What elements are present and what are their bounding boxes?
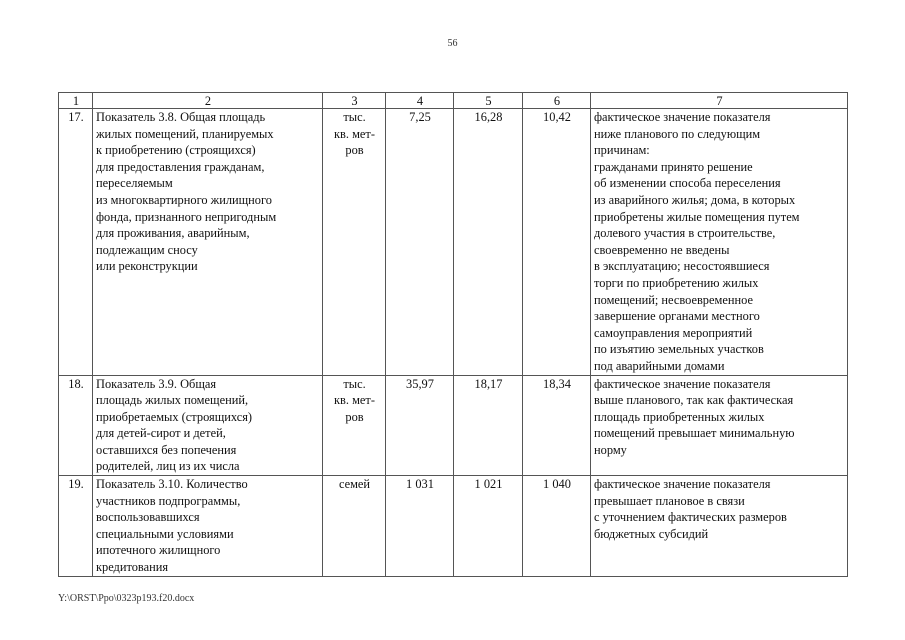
indicator-cell: Показатель 3.8. Общая площадь жилых помещений, планируемых к приобретению (строящихся) для предоставления гражданам, переселяемым из многоквартирного жилищного фонда, признанного непригодным для проживания, аварийным, подлежащим сносу или реконструкции — [93, 109, 323, 376]
table-header-row — [59, 93, 848, 109]
comment-cell: фактическое значение показателя ниже планового по следующим причинам: гражданами принято решение об изменении способа переселения из аварийного жилья; дома, в которых приобретены жилые помещения путем долевого участия в строительстве, своевременно не введены в эксплуатацию; несостоявшиеся торги по приобретению жилых помещений; несвоевременное завершение органами местного самоуправления мероприятий по изъятию земельных участков под аварийными домами — [591, 109, 848, 376]
value-col4: 1 031 — [386, 476, 454, 577]
table-row — [59, 109, 848, 376]
indicators-table — [58, 92, 848, 577]
row-number: 17. — [59, 109, 93, 376]
value-col6: 10,42 — [523, 109, 591, 376]
header-col-6: 6 — [523, 93, 591, 109]
value-col4: 35,97 — [386, 375, 454, 476]
footer-file-path: Y:\ORST\Ppo\0323p193.f20.docx — [58, 593, 195, 604]
indicator-cell: Показатель 3.10. Количество участников подпрограммы, воспользовавшихся специальными условиями ипотечного жилищного кредитования — [93, 476, 323, 577]
value-col6: 18,34 — [523, 375, 591, 476]
table-row — [59, 476, 848, 577]
unit-cell: тыс. кв. мет- ров — [323, 109, 386, 376]
page-number: 56 — [447, 38, 458, 49]
indicator-cell: Показатель 3.9. Общая площадь жилых помещений, приобретаемых (строящихся) для детей-сирот и детей, оставшихся без попечения родителей, лиц из их числа — [93, 375, 323, 476]
header-col-4: 4 — [386, 93, 454, 109]
header-col-2: 2 — [93, 93, 323, 109]
header-col-1: 1 — [59, 93, 93, 109]
header-col-5: 5 — [454, 93, 523, 109]
value-col5: 1 021 — [454, 476, 523, 577]
value-col5: 16,28 — [454, 109, 523, 376]
unit-cell: тыс. кв. мет- ров — [323, 375, 386, 476]
row-number: 19. — [59, 476, 93, 577]
unit-cell: семей — [323, 476, 386, 577]
header-col-7: 7 — [591, 93, 848, 109]
value-col5: 18,17 — [454, 375, 523, 476]
table-row — [59, 375, 848, 476]
value-col4: 7,25 — [386, 109, 454, 376]
value-col6: 1 040 — [523, 476, 591, 577]
comment-cell: фактическое значение показателя превышает плановое в связи с уточнением фактических размеров бюджетных субсидий — [591, 476, 848, 577]
comment-cell: фактическое значение показателя выше планового, так как фактическая площадь приобретенных жилых помещений превышает минимальную норму — [591, 375, 848, 476]
header-col-3: 3 — [323, 93, 386, 109]
row-number: 18. — [59, 375, 93, 476]
